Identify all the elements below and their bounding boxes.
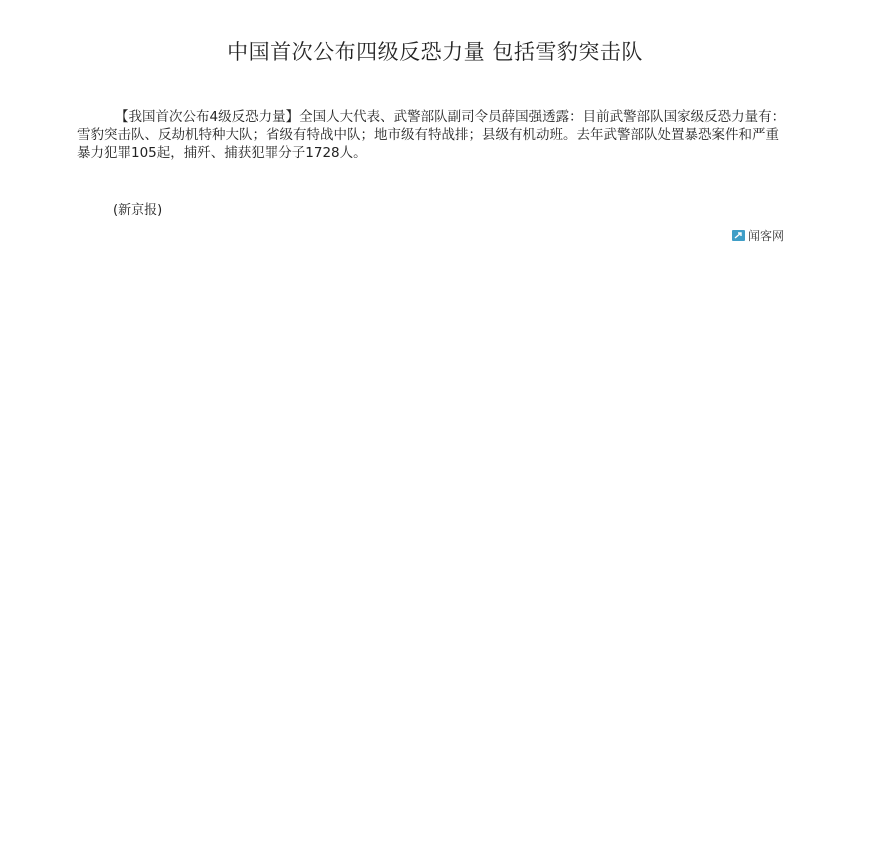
article-title: 中国首次公布四级反恐力量 包括雪豹突击队	[227, 40, 643, 64]
brand-logo-icon	[732, 230, 745, 241]
article-source: (新京报)	[113, 203, 163, 218]
brand-name: 闻客网	[747, 229, 784, 243]
brand-link[interactable]	[732, 227, 784, 244]
article-body-text: 【我国首次公布4级反恐力量】全国人大代表、武警部队副司令员薛国强透露：目前武警部队国家级反恐力量有：雪豹突击队、反劫机特种大队；省级有特战中队；地市级有特战排；县级有机动班。去年武警部队处置暴恐案件和严重暴力犯罪105起，捕歼、捕获犯罪分子1728人。	[77, 109, 786, 161]
article-body	[77, 108, 791, 162]
